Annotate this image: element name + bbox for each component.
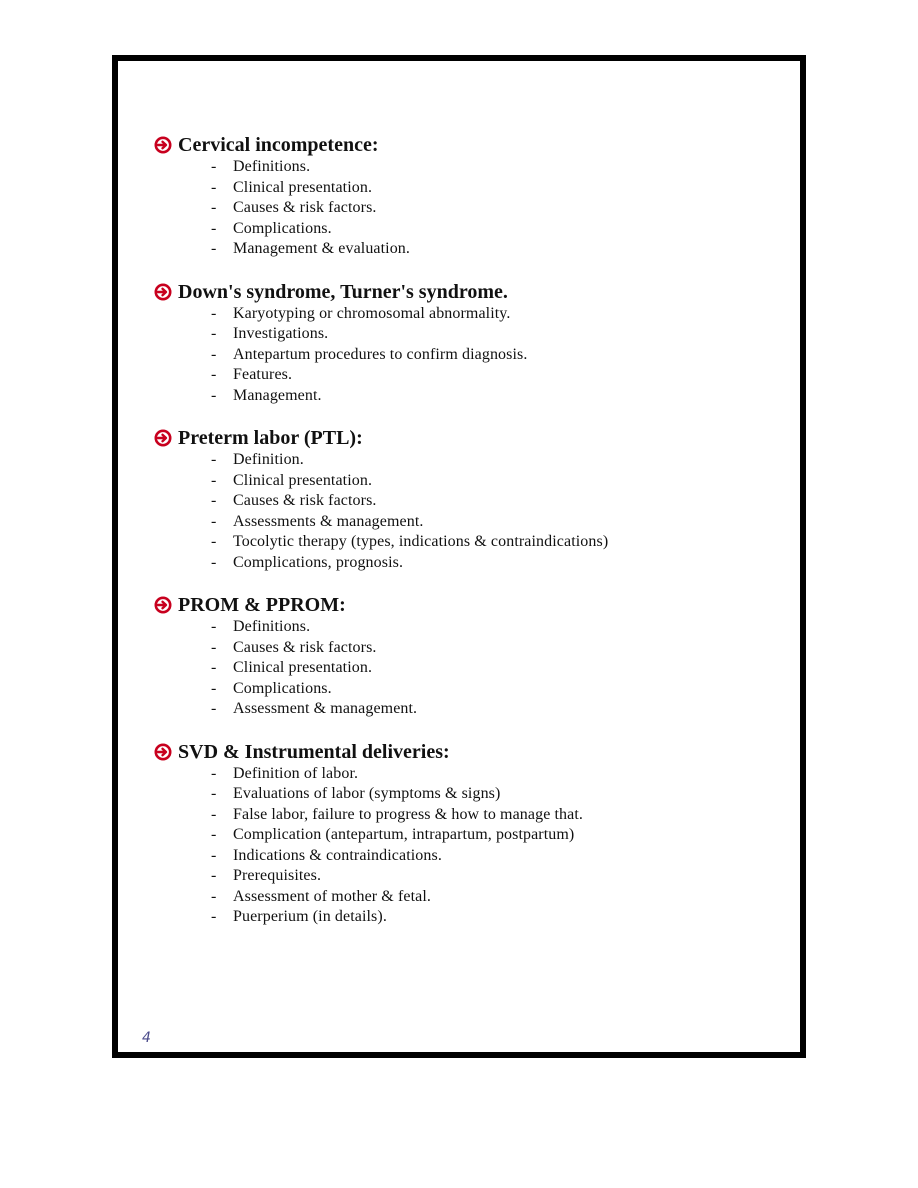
list-item <box>211 324 774 345</box>
list-item-text: Tocolytic therapy (types, indications & contraindications) <box>233 533 609 550</box>
list-dash: - <box>211 304 217 322</box>
list-dash: - <box>211 805 217 823</box>
list-item <box>211 617 774 638</box>
list-dash: - <box>211 178 217 196</box>
topic-list <box>154 617 774 720</box>
list-item-text: Indications & contraindications. <box>233 846 442 864</box>
list-dash: - <box>211 366 217 383</box>
list-item-text: Clinical presentation. <box>233 471 373 489</box>
list-item <box>211 553 774 574</box>
list-item <box>211 178 774 199</box>
list-item <box>211 866 774 887</box>
list-item-text: Assessment & management. <box>233 700 418 717</box>
topic-section <box>154 593 774 720</box>
list-item <box>211 304 774 325</box>
list-item-text: Karyotyping or chromosomal abnormality. <box>233 304 511 322</box>
section-title: PROM & PPROM: <box>178 594 346 616</box>
list-dash: - <box>211 533 217 550</box>
page-frame <box>112 55 806 1058</box>
circled-right-arrow-icon <box>154 136 172 154</box>
list-dash: - <box>211 325 217 342</box>
list-item-text: Complications, prognosis. <box>233 553 404 571</box>
list-item <box>211 638 774 659</box>
list-item-text: Clinical presentation. <box>233 659 373 676</box>
list-item-text: False labor, failure to progress & how to manage that. <box>233 805 584 823</box>
list-dash: - <box>211 908 217 925</box>
list-dash: - <box>211 846 217 864</box>
section-heading <box>154 280 774 304</box>
list-item-text: Clinical presentation. <box>233 178 373 196</box>
list-item-text: Prerequisites. <box>233 867 322 884</box>
list-dash: - <box>211 512 217 530</box>
section-heading <box>154 133 774 157</box>
list-dash: - <box>211 638 217 656</box>
list-item <box>211 365 774 386</box>
list-dash: - <box>211 386 217 404</box>
list-dash: - <box>211 679 217 697</box>
circled-right-arrow-icon <box>154 283 172 301</box>
list-item <box>211 532 774 553</box>
list-dash: - <box>211 764 217 782</box>
list-item-text: Causes & risk factors. <box>233 199 377 216</box>
section-title: Cervical incompetence: <box>178 134 379 156</box>
list-item-text: Management & evaluation. <box>233 240 411 257</box>
list-item <box>211 450 774 471</box>
list-item <box>211 157 774 178</box>
topic-section <box>154 133 774 260</box>
topic-section <box>154 280 774 407</box>
topic-list <box>154 764 774 928</box>
list-dash: - <box>211 553 217 571</box>
list-item <box>211 345 774 366</box>
list-item-text: Causes & risk factors. <box>233 638 377 656</box>
list-item-text: Causes & risk factors. <box>233 492 377 509</box>
topic-section <box>154 740 774 928</box>
list-item-text: Definitions. <box>233 618 311 635</box>
topic-list <box>154 157 774 260</box>
list-item-text: Definition. <box>233 451 304 468</box>
list-item <box>211 491 774 512</box>
list-item <box>211 805 774 826</box>
list-dash: - <box>211 826 217 843</box>
list-item-text: Complications. <box>233 219 332 237</box>
list-item-text: Evaluations of labor (symptoms & signs) <box>233 785 501 802</box>
list-item-text: Complication (antepartum, intrapartum, postpartum) <box>233 826 575 843</box>
list-item <box>211 699 774 720</box>
document-content <box>154 133 774 948</box>
page-number: 4 <box>142 1030 151 1046</box>
list-item <box>211 784 774 805</box>
topic-list <box>154 450 774 573</box>
section-title: Down's syndrome, Turner's syndrome. <box>178 280 508 303</box>
section-heading <box>154 426 774 450</box>
list-item <box>211 386 774 407</box>
list-item-text: Features. <box>233 366 293 383</box>
list-item-text: Management. <box>233 386 322 404</box>
list-item-text: Investigations. <box>233 325 329 342</box>
list-dash: - <box>211 471 217 489</box>
list-dash: - <box>211 345 217 363</box>
list-item <box>211 846 774 867</box>
list-dash: - <box>211 219 217 237</box>
list-dash: - <box>211 700 217 717</box>
list-item <box>211 512 774 533</box>
list-item-text: Definition of labor. <box>233 764 359 782</box>
list-dash: - <box>211 158 217 175</box>
list-item <box>211 825 774 846</box>
section-heading <box>154 593 774 617</box>
list-dash: - <box>211 451 217 468</box>
circled-right-arrow-icon <box>154 429 172 447</box>
list-dash: - <box>211 785 217 802</box>
list-item <box>211 679 774 700</box>
circled-right-arrow-icon <box>154 596 172 614</box>
list-item <box>211 471 774 492</box>
list-dash: - <box>211 867 217 884</box>
list-item-text: Antepartum procedures to confirm diagnosis. <box>233 345 528 363</box>
list-item <box>211 907 774 928</box>
list-item <box>211 219 774 240</box>
circled-right-arrow-icon <box>154 743 172 761</box>
section-heading <box>154 740 774 764</box>
list-dash: - <box>211 618 217 635</box>
list-item-text: Definitions. <box>233 158 311 175</box>
list-item-text: Assessment of mother & fetal. <box>233 887 431 905</box>
list-dash: - <box>211 659 217 676</box>
list-item-text: Assessments & management. <box>233 512 424 530</box>
list-item-text: Puerperium (in details). <box>233 908 387 925</box>
topic-section <box>154 426 774 573</box>
list-item <box>211 658 774 679</box>
list-item <box>211 887 774 908</box>
list-dash: - <box>211 199 217 216</box>
list-item <box>211 239 774 260</box>
topic-list <box>154 304 774 407</box>
list-dash: - <box>211 887 217 905</box>
section-title: Preterm labor (PTL): <box>178 427 363 449</box>
list-item <box>211 198 774 219</box>
list-item-text: Complications. <box>233 679 332 697</box>
section-title: SVD & Instrumental deliveries: <box>178 740 450 763</box>
list-item <box>211 764 774 785</box>
list-dash: - <box>211 492 217 509</box>
list-dash: - <box>211 240 217 257</box>
